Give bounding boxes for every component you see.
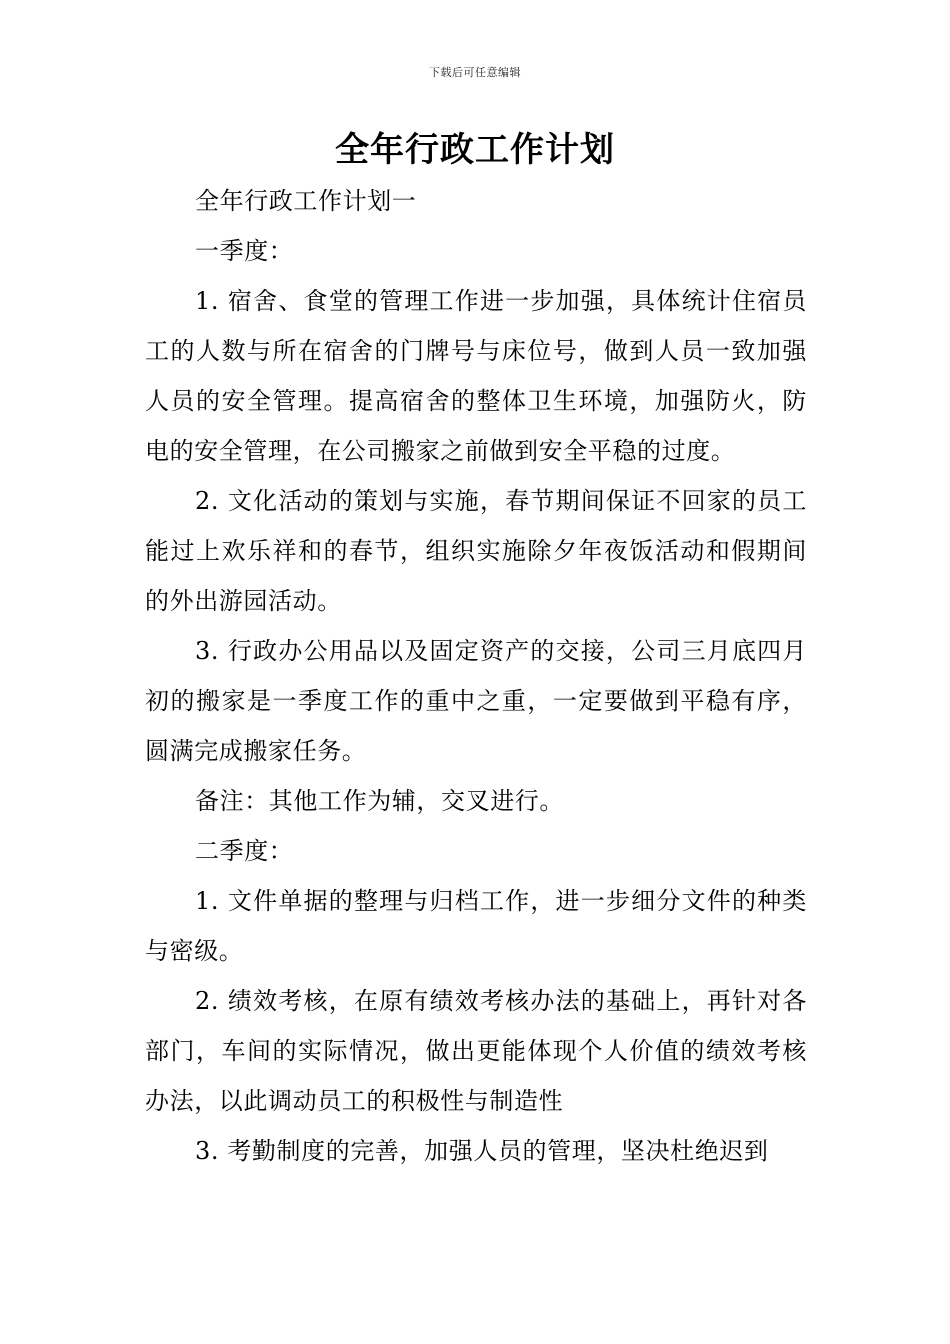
q2-item-2: 2. 绩效考核，在原有绩效考核办法的基础上，再针对各部门，车间的实际情况，做出更能体现个人价值的绩效考核办法，以此调动员工的积极性与制造性 xyxy=(145,987,807,1115)
q1-item-1: 1. 宿舍、食堂的管理工作进一步加强，具体统计住宿员工的人数与所在宿舍的门牌号与床位号，做到人员一致加强人员的安全管理。提高宿舍的整体卫生环境，加强防火，防电的安全管理，在公司搬家之前做到安全平稳的过度。 xyxy=(145,287,807,465)
q2-item-3: 3. 考勤制度的完善，加强人员的管理，坚决杜绝迟到 xyxy=(195,1137,769,1165)
header-note: 下载后可任意编辑 xyxy=(429,66,521,79)
document-body xyxy=(145,176,807,1176)
q1-item-2: 2. 文化活动的策划与实施，春节期间保证不回家的员工能过上欢乐祥和的春节，组织实施除夕年夜饭活动和假期间的外出游园活动。 xyxy=(145,487,807,615)
section-heading-q2: 二季度： xyxy=(195,837,294,865)
q2-item-1: 1. 文件单据的整理与归档工作，进一步细分文件的种类与密级。 xyxy=(145,887,807,965)
plan-subtitle: 全年行政工作计划一 xyxy=(195,187,417,215)
document-title: 全年行政工作计划 xyxy=(335,130,615,170)
q1-note: 备注：其他工作为辅，交叉进行。 xyxy=(195,787,564,815)
section-heading-q1: 一季度： xyxy=(195,237,294,265)
q1-item-3: 3. 行政办公用品以及固定资产的交接，公司三月底四月初的搬家是一季度工作的重中之重，一定要做到平稳有序，圆满完成搬家任务。 xyxy=(145,637,807,765)
